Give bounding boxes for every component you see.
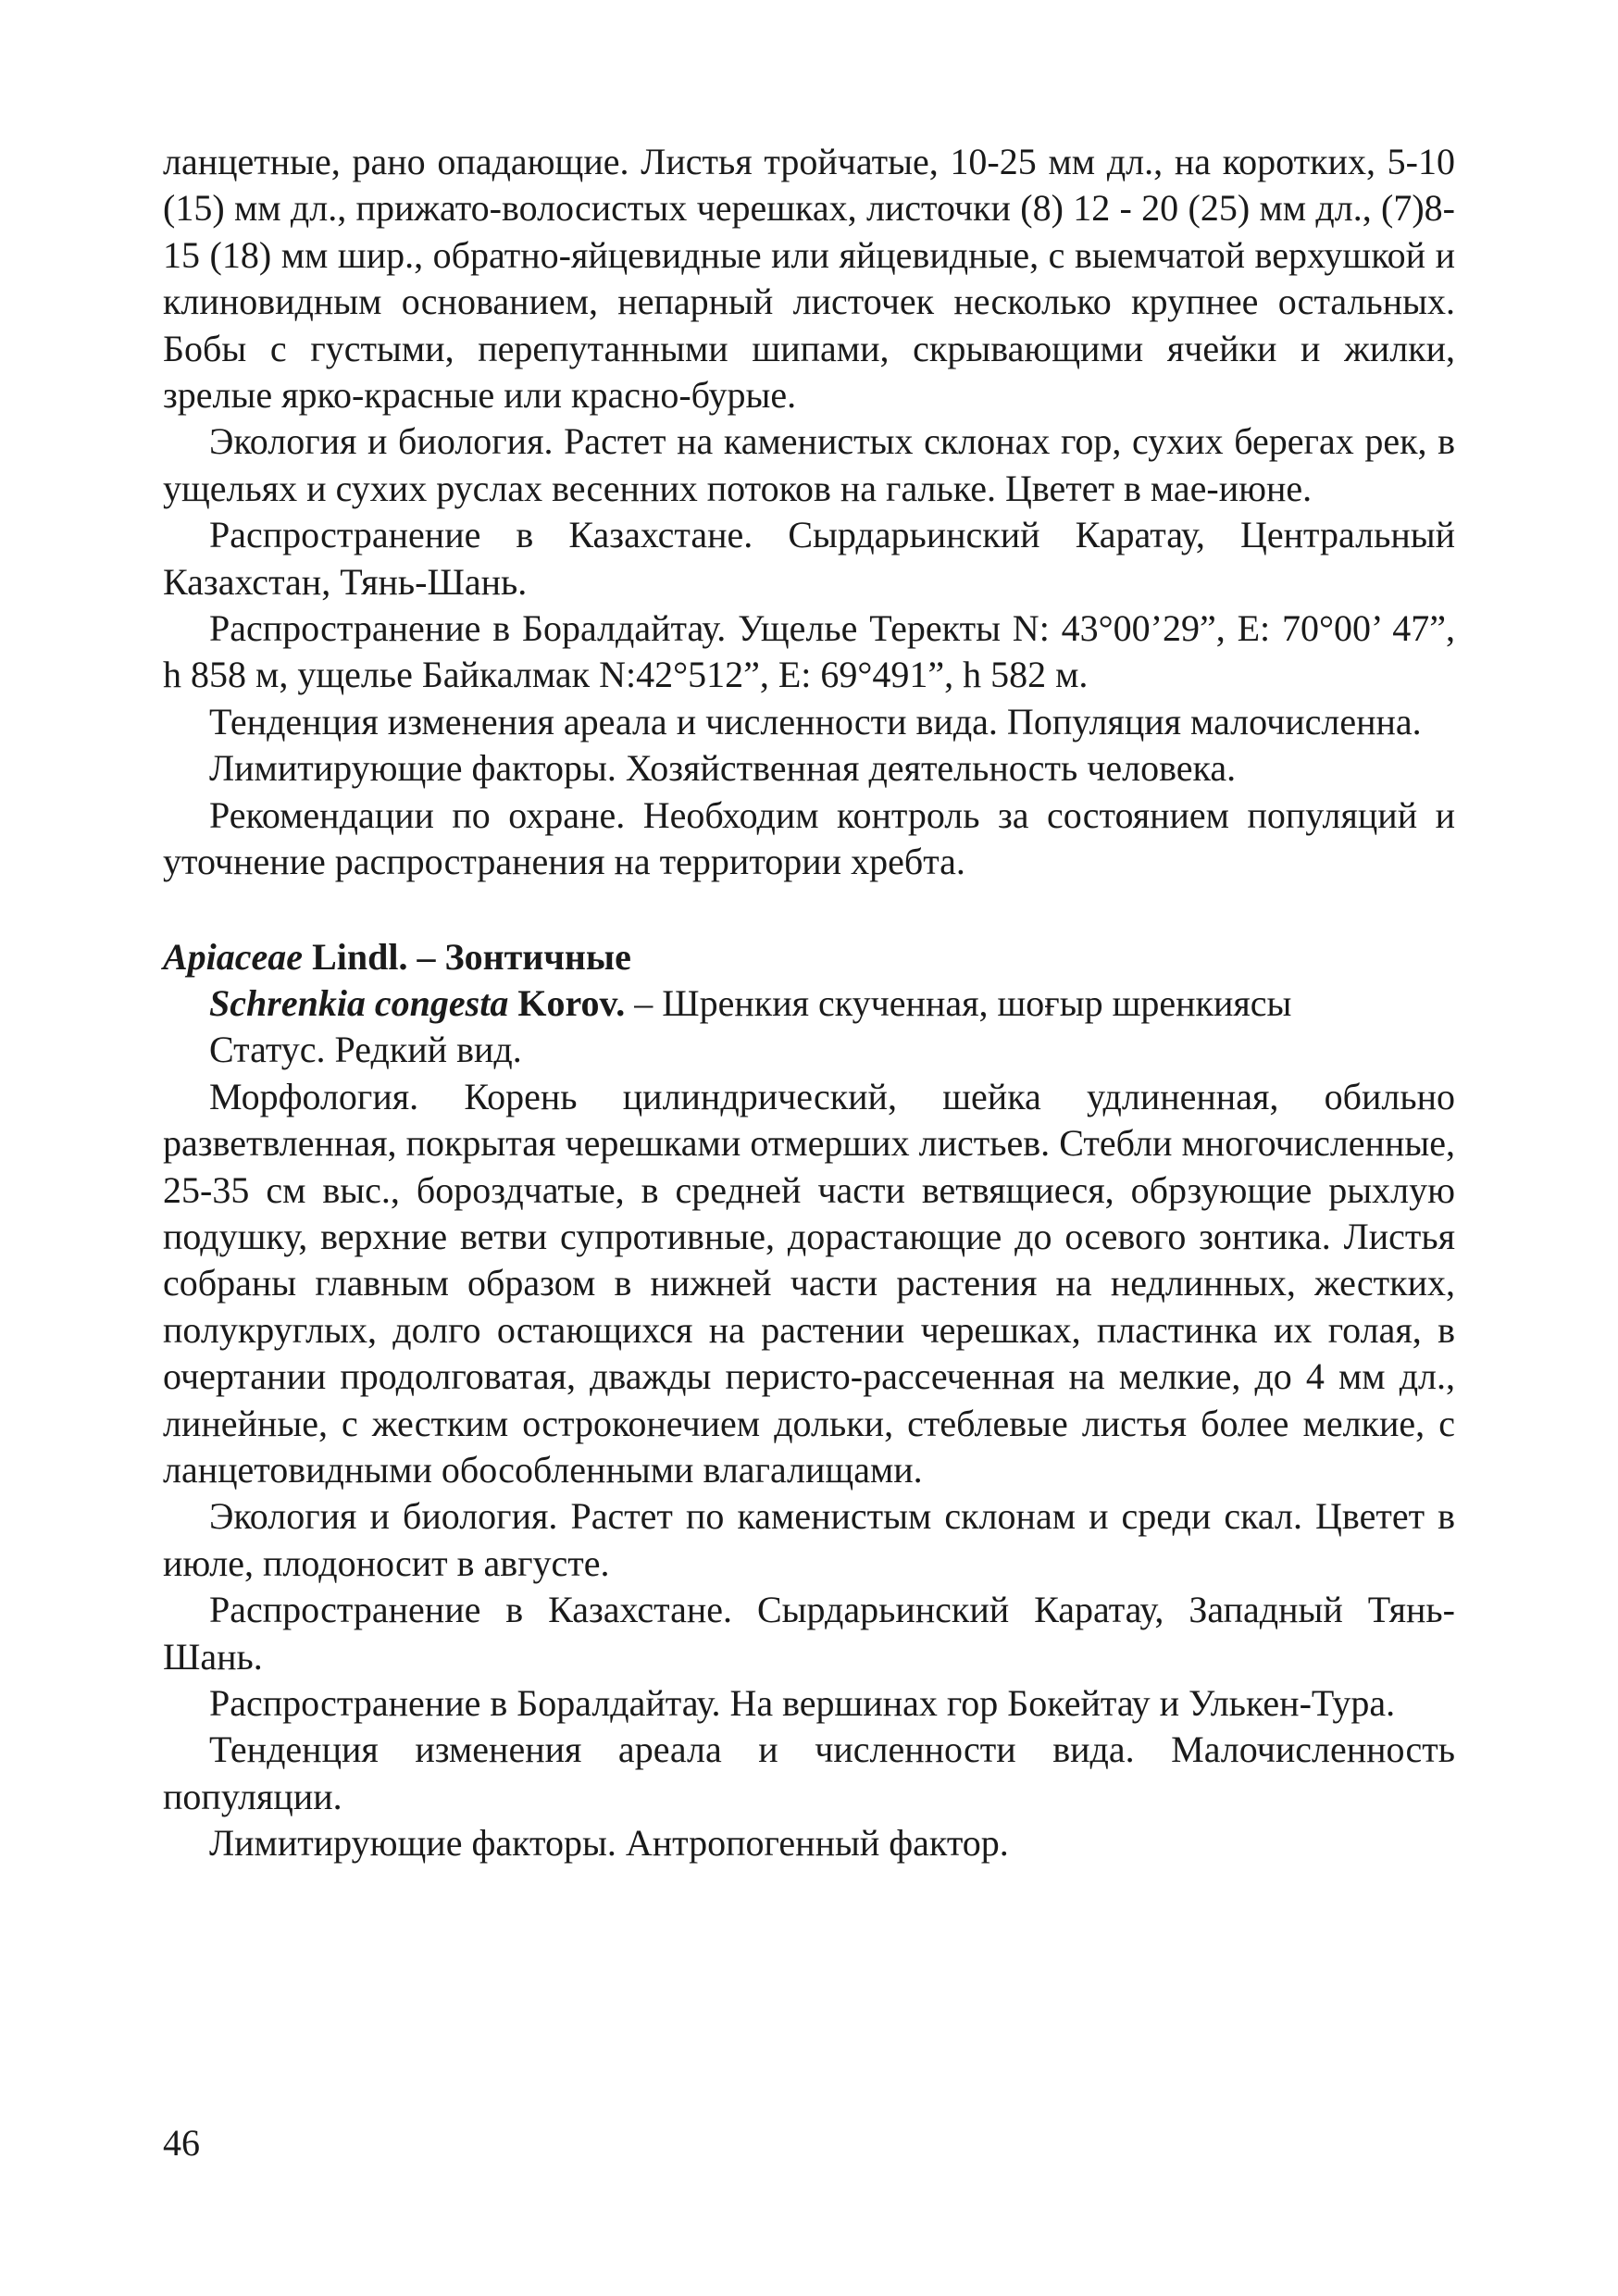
paragraph-morphology: Морфология. Корень цилиндрический, шейка удлиненная, обильно разветвленная, покрытая черешками отмерших листьев. Стебли многочисленные, 25-35 см выс., бороздчатые, в средней части ветвящиеся, обрзующие рыхлую подушку, верхние ветви супротивные, дорастающие до осевого зонтика. Листья собраны главным образом в нижней части растения на недлинных, жестких, полукруглых, долго остающихся на растении черешках, пластинка их голая, в очертании продолговатая, дважды перисто-рассеченная на мелкие, до 4 мм дл., линейные, с жестким остроконечием дольки, стеблевые листья более мелкие, с ланцетовидными обособленными влагалищами. xyxy=(163,1075,1455,1491)
species-heading xyxy=(163,980,1455,1027)
paragraph-trend: Тенденция изменения ареала и численности вида. Популяция малочисленна. xyxy=(209,700,1422,742)
paragraph-distribution-boraldaytau-2: Распространение в Боралдайтау. На вершинах гор Бокейтау и Улькен-Тура. xyxy=(209,1682,1396,1724)
page-number: 46 xyxy=(163,2122,200,2164)
page-content xyxy=(163,139,1455,1867)
species-common-name: – Шренкия скученная, шоғыр шренкиясы xyxy=(625,981,1292,1024)
paragraph-continuation: ланцетные, рано опадающие. Листья тройчатые, 10-25 мм дл., на коротких, 5-10 (15) мм дл., прижато-волосистых черешках, листочки (8) 12 - 20 (25) мм дл., (7)8-15 (18) мм шир., обратно-яйцевидные или яйцевидные, с выемчатой верхушкой и клиновидным основанием, непарный листочек несколько крупнее остальных. Бобы с густыми, перепутанными шипами, скрывающими ячейки и жилки, зрелые ярко-красные или красно-бурые. xyxy=(163,141,1455,417)
paragraph-status: Статус. Редкий вид. xyxy=(209,1029,522,1071)
paragraph-limiting-factors-2: Лимитирующие факторы. Антропогенный фактор. xyxy=(209,1822,1009,1865)
paragraph-trend-2: Тенденция изменения ареала и численности вида. Малочисленность популяции. xyxy=(163,1728,1455,1817)
paragraph-ecology: Экология и биология. Растет на каменистых склонах гор, сухих берегах рек, в ущельях и сухих руслах весенних потоков на гальке. Цветет в мае-июне. xyxy=(163,420,1455,509)
paragraph-recommendations: Рекомендации по охране. Необходим контроль за состоянием популяций и уточнение распространения на территории хребта. xyxy=(163,793,1455,883)
paragraph-ecology-2: Экология и биология. Растет по каменистым склонам и среди скал. Цветет в июле, плодоносит в августе. xyxy=(163,1495,1455,1584)
paragraph-distribution-boraldaytau: Распространение в Боралдайтау. Ущелье Теректы N: 43°00’29”, E: 70°00’ 47”, h 858 м, ущелье Байкалмак N:42°512”, E: 69°491”, h 582 м. xyxy=(163,607,1455,696)
paragraph-distribution-kazakhstan: Распространение в Казахстане. Сырдарьинский Каратау, Центральный Казахстан, Тянь-Шань. xyxy=(163,514,1455,603)
paragraph-limiting-factors: Лимитирующие факторы. Хозяйственная деятельность человека. xyxy=(209,747,1237,790)
species-author: Korov. xyxy=(508,981,626,1024)
family-heading xyxy=(163,934,1455,980)
paragraph-distribution-kazakhstan-2: Распространение в Казахстане. Сырдарьинский Каратау, Западный Тянь-Шань. xyxy=(163,1589,1455,1678)
section-gap xyxy=(163,886,1455,934)
family-latin-name: Apiaceae xyxy=(163,935,304,978)
family-author: Lindl. – Зонтичные xyxy=(303,935,631,978)
species-latin-name: Schrenkia congesta xyxy=(209,981,509,1024)
